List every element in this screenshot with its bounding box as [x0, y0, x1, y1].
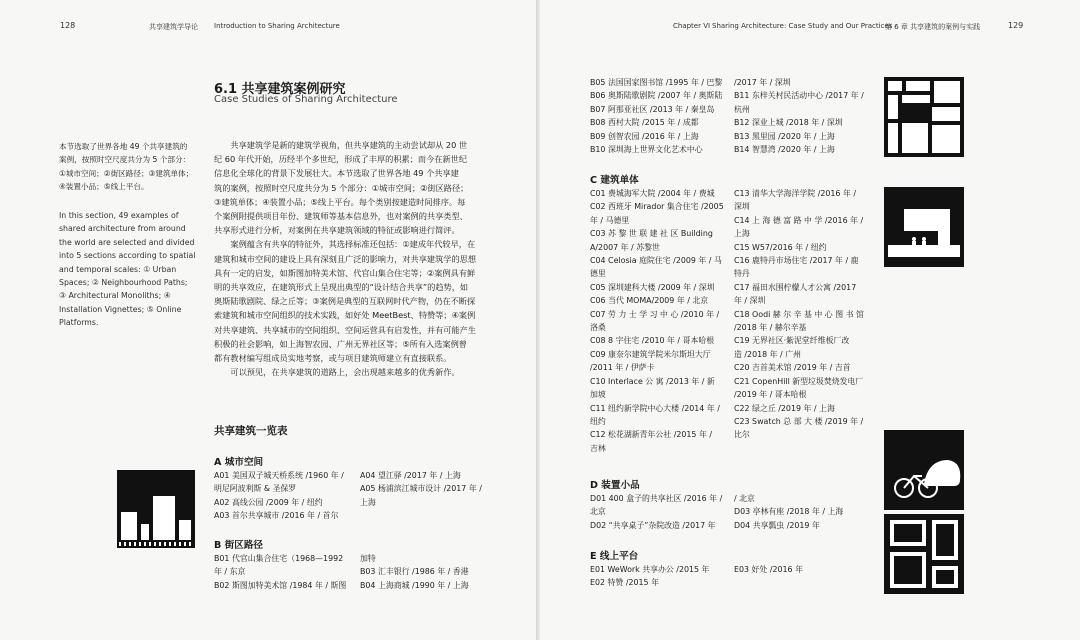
running-header-cn: 共享建筑学导论 [149, 23, 198, 31]
list-item: D02 “共享桌子”杂院改造 /2017 年 [590, 520, 716, 530]
list-item: 吉林 [590, 443, 606, 453]
sidebar-summary-cn [59, 140, 193, 193]
city-space-icon [117, 470, 195, 548]
list-item: 洛桑 [590, 323, 606, 333]
list-item: B05 法国国家图书馆 /1995 年 / 巴黎 [590, 78, 723, 87]
category-e-col2 [734, 563, 874, 576]
category-c-col2 [734, 187, 874, 442]
sidebar-line: into 5 sections according to spatial [59, 251, 196, 261]
list-item: C23 Swatch 总 部 大 楼 /2019 年 / [734, 416, 864, 426]
list-item: A/2007 年 / 苏黎世 [590, 242, 660, 252]
category-c-heading: C 建筑单体 [590, 175, 639, 186]
list-item: 纽约 [590, 416, 606, 426]
paragraph-3: 可以预见，在共享建筑的道路上，会出现越来越多的优秀新作。 [230, 367, 460, 378]
list-item: 北京 [590, 507, 606, 517]
category-d-heading: D 装置小品 [590, 480, 640, 491]
sidebar-line: the world are selected and divided [59, 237, 195, 247]
list-item: C18 Oodi 赫 尔 辛 基 中 心 图 书 馆 [734, 309, 864, 319]
list-item: B07 阿那亚社区 /2013 年 / 秦皇岛 [590, 104, 715, 114]
list-item: C10 Interlace 公 寓 /2013 年 / 新 [590, 376, 715, 386]
neighbourhood-path-icon [884, 77, 964, 157]
chapter-label: Chapter VI [673, 22, 711, 30]
list-item: /2017 年 / 深圳 [734, 78, 791, 87]
list-item: C20 吉首美术馆 /2019 年 / 吉首 [734, 363, 851, 373]
list-item: C17 福田水围柠檬人才公寓 /2017 [734, 282, 857, 292]
page-number: 128 [60, 21, 76, 30]
category-b-heading: B 街区路径 [214, 540, 264, 551]
category-b-col4 [734, 76, 874, 156]
list-item: C13 清华大学海洋学院 /2016 年 / [734, 189, 856, 198]
list-item: B08 西村大院 /2015 年 / 成都 [590, 118, 699, 128]
list-item: 特丹 [734, 269, 750, 279]
list-item: 加特 [360, 554, 376, 563]
category-a-heading: A 城市空间 [214, 457, 264, 468]
list-item: B13 黑里园 /2020 年 / 上海 [734, 131, 835, 141]
category-a-col1 [214, 469, 358, 523]
list-item: C07 劳 力 士 学 习 中 心 /2010 年 / [590, 309, 720, 319]
sidebar-line: 本节选取了世界各地 49 个共享建筑的 [59, 142, 188, 151]
list-item: C15 W57/2016 年 / 纽约 [734, 242, 827, 252]
list-item: E02 特赞 /2015 年 [590, 578, 659, 588]
sidebar-line: ③ Architectural Monoliths; ④ [59, 291, 171, 301]
page-number: 129 [1008, 21, 1024, 30]
list-item: D03 亭林有座 /2018 年 / 上海 [734, 507, 844, 517]
category-b-col1 [214, 552, 358, 592]
sidebar-line: Platforms. [59, 318, 99, 328]
list-item: /2011 年 / 伊萨卡 [590, 363, 655, 373]
list-item: D04 共享瓢虫 /2019 年 [734, 520, 820, 530]
list-item: C01 费城海军大院 /2004 年 / 费城 [590, 189, 715, 198]
list-item: A01 美国双子城天桥系统 /1960 年 / [214, 471, 344, 480]
paragraph-2: 案例蕴含有共享的特征外，其选择标准还包括：①建成年代较早，在 建筑和城市空间的建设上具有深刻且广泛的影响力，对共享建筑学的思想 具有一定的启发，如斯图加特美术馆、代官山集合住宅等；②案例具有鲜 明的共享效应，在建筑形式上呈现出典型的“设计结合共享”的趋势，如 奥斯陆歌剧院、绿之丘等；③案例是典型的互联网时代产物，仍在不断探 索建筑和城市空间组织的技术实践，如好处 MeetBest、特赞等；④案例 对共享建筑、共享城市的空间组织、空间运营具有启发性，并有可能产生 积极的社会影响，如上海智农园、广州无界社区等；⑤所有入选案例曾 都有教材编写组成员实地考察，或与项目建筑师建立有直接联系。 [214, 239, 477, 364]
list-item: 德里 [590, 269, 606, 279]
list-item: 加坡 [590, 390, 606, 400]
sidebar-line: Installation Vignettes; ⑤ Online [59, 304, 182, 314]
list-item: /2019 年 / 哥本哈根 [734, 390, 807, 400]
list-item: C12 松花湖新青年公社 /2015 年 / [590, 430, 712, 440]
list-item: 杭州 [734, 104, 750, 114]
category-c-col1 [590, 187, 725, 455]
paragraph-1: 共享建筑学是新的建筑学视角，但共享建筑的主动尝试却从 20 世 纪 60 年代开始，历经半个多世纪，形成了丰厚的积累；而今在新世纪 信息化全球化的背景下发展壮大。本节选取了世界各地 49 个共享建 筑的案例，按照时空尺度共分为 5 个部分：①城市空间；②街区路径； ③建筑单体；④装置小品；⑤线上平台。每个类别按建造时间排序。每 个案例附提供项目年份、建筑师等基本信息外，也对案例的共享类型、 共享形式进行分析，对案例在共享建筑领域的特征或影响进行简评。 [214, 140, 469, 236]
sidebar-line: ①城市空间；②街区路径；③建筑单体； [59, 168, 194, 178]
sidebar-line: shared architecture from around [59, 224, 186, 234]
list-item: 明尼阿波利斯 & 圣保罗 [214, 484, 297, 494]
category-e-heading: E 线上平台 [590, 551, 639, 562]
list-item: / 北京 [734, 494, 755, 503]
list-item: B06 奥斯陆歌剧院 /2007 年 / 奥斯陆 [590, 91, 723, 101]
list-item: A05 杨浦滨江城市设计 /2017 年 / [360, 484, 482, 494]
list-item: C11 纽约新学院中心大楼 /2014 年 / [590, 403, 720, 413]
list-item: C14 上 海 德 富 路 中 学 /2016 年 / [734, 215, 864, 225]
list-item: C06 当代 MOMA/2009 年 / 北京 [590, 296, 709, 306]
section-title-en: Case Studies of Sharing Architecture [214, 94, 398, 105]
list-item: E03 好处 /2016 年 [734, 565, 803, 574]
list-item: C22 绿之丘 /2019 年 / 上海 [734, 403, 835, 413]
list-item: B11 东梓关村民活动中心 /2017 年 / [734, 91, 864, 101]
list-item: 年 / 深圳 [734, 296, 766, 306]
list-item: B12 深业上城 /2018 年 / 深圳 [734, 118, 843, 128]
list-item: C02 西班牙 Mirador 集合住宅 /2005 [590, 202, 724, 212]
list-item: B09 创智农园 /2016 年 / 上海 [590, 131, 699, 141]
list-item: /2018 年 / 赫尔辛基 [734, 323, 807, 333]
sidebar-line: ④装置小品；⑤线上平台。 [59, 181, 149, 191]
category-e-col1 [590, 563, 730, 590]
list-item: E01 WeWork 共享办公 /2015 年 [590, 565, 710, 574]
online-platform-icon [884, 514, 964, 594]
list-item: 上海 [360, 497, 376, 507]
list-item: 造 /2018 年 / 广州 [734, 349, 801, 359]
building-monolith-icon [884, 187, 964, 267]
list-item: C09 康奈尔建筑学院米尔斯坦大厅 [590, 349, 711, 359]
list-item: B01 代官山集合住宅（1968—1992 [214, 554, 344, 563]
list-item: C04 Celosia 庭院住宅 /2009 年 / 马 [590, 256, 722, 266]
category-d-col2 [734, 492, 874, 532]
list-item: C08 8 字住宅 /2010 年 / 哥本哈根 [590, 336, 715, 346]
running-header-en: Sharing Architecture: Case Study and Our Practices [712, 22, 893, 30]
category-d-col1 [590, 492, 730, 532]
list-item: 上海 [734, 229, 750, 239]
right-page [540, 0, 1080, 640]
list-item: B04 上海商城 /1990 年 / 上海 [360, 580, 469, 590]
running-header-cn: 第 6 章 共享建筑的案例与实践 [885, 23, 981, 31]
sidebar-line: Spaces; ② Neighbourhood Paths; [59, 278, 188, 288]
left-page [0, 0, 536, 640]
list-item: 深圳 [734, 202, 750, 212]
list-item: C19 无界社区·紫泥堂纤维板厂改 [734, 336, 850, 346]
list-item: 比尔 [734, 430, 750, 440]
intro-body [214, 138, 476, 379]
sidebar-line: and temporal scales: ① Urban [59, 264, 177, 274]
list-item: 年 / 东京 [214, 567, 246, 577]
list-title: 共享建筑一览表 [214, 425, 288, 437]
list-item: C21 CopenHill 新型垃圾焚烧发电厂 [734, 376, 864, 386]
category-b-col3 [590, 76, 735, 156]
section-title-cn: 6.1 共享建筑案例研究 [214, 82, 346, 97]
list-item: 年 / 马德里 [590, 215, 630, 225]
list-item: A02 高线公园 /2009 年 / 纽约 [214, 497, 323, 507]
list-item: C16 鹿特丹市场住宅 /2017 年 / 鹿 [734, 256, 859, 266]
list-item: C05 深圳建科大楼 /2009 年 / 深圳 [590, 282, 715, 292]
category-b-col2 [360, 552, 500, 592]
list-item: D01 400 盒子的共享社区 /2016 年 / [590, 494, 723, 503]
list-item: B14 智慧湾 /2020 年 / 上海 [734, 145, 835, 155]
list-item: A04 望江驿 /2017 年 / 上海 [360, 471, 461, 480]
list-item: B10 深圳海上世界文化艺术中心 [590, 145, 703, 155]
category-a-col2 [360, 469, 500, 509]
list-item: B03 汇丰银行 /1986 年 / 香港 [360, 567, 469, 577]
sidebar-summary-en [59, 209, 195, 330]
list-item: A03 首尔共享城市 /2016 年 / 首尔 [214, 511, 339, 521]
running-header-en: Introduction to Sharing Architecture [214, 22, 340, 30]
list-item: C03 苏 黎 世 联 建 社 区 Building [590, 229, 713, 239]
sidebar-line: In this section, 49 examples of [59, 211, 179, 220]
installation-vignette-icon [884, 430, 964, 510]
sidebar-line: 案例，按照时空尺度共分为 5 个部分： [59, 155, 191, 165]
list-item: B02 斯图加特美术馆 /1984 年 / 斯图 [214, 580, 347, 590]
